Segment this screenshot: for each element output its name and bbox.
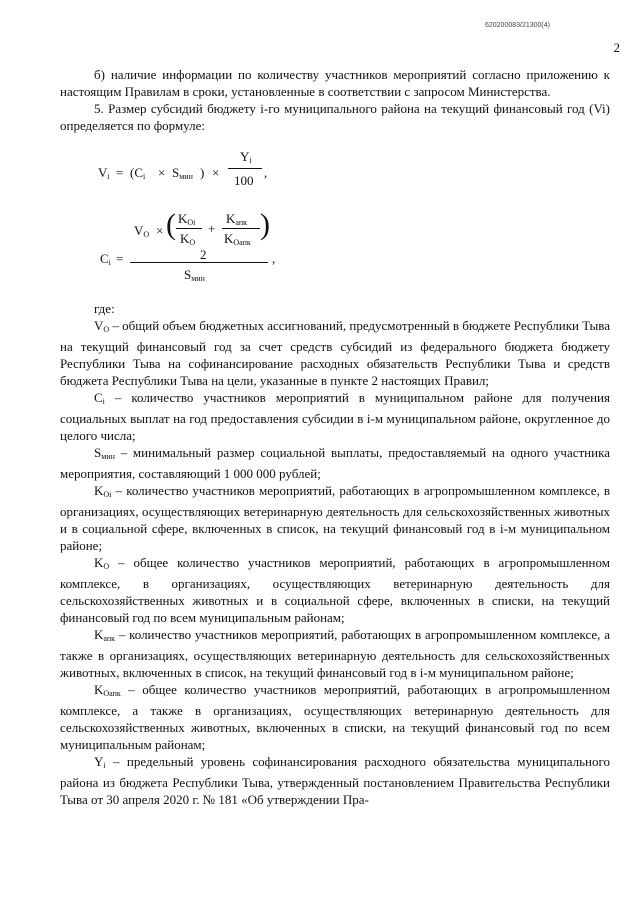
- formula1-c: ($C_i$: [130, 165, 146, 181]
- definition-vo: $V_O$ – общий объем бюджетных ассигнований, предусмотренный в бюджете Республики Тыва на текущий финансовый год за счет средств субсидий из федерального бюджета бюджету Республики Тыва на софинансирование расходных обязательств Республики Тыва и средств бюджета Республики Тыва на цели, указанные в пункте 2 настоящих Правил;: [60, 318, 611, 388]
- formula2-k-o: $K_O$: [180, 231, 196, 247]
- definition-kapk: $K_{апк}$ – количество участников мероприятий, работающих в агропромышленном комплексе, а также в организациях, осуществляющих ветеринарную деятельность для сельскохозяйственных животных, включенных в список, на текущий финансовый год в i-м муниципальном районе;: [60, 627, 610, 680]
- formula1-comma: ,: [264, 165, 268, 180]
- definition-koi: $K_{Oi}$ – количество участников мероприятий, работающих в агропромышленном комплексе, в организациях, осуществляющих ветеринарную деятельность для сельскохозяйственных животных и в социальной сфере, включенных в список, на текущий финансовый год в i-м муниципальном районе;: [60, 483, 610, 553]
- formula2-k-oapk: $K_{Оапк}$: [224, 231, 251, 247]
- definitions-list: [60, 317, 610, 808]
- definition-ci: $C_i$ – количество участников мероприятий в муниципальном районе для получения социальных выплат на год предоставления субсидии в i-м муниципальном районе, округленное до целого числа;: [60, 390, 610, 443]
- formula2-denominator: $S_{мин}$: [184, 267, 205, 283]
- formula-ci: [60, 208, 610, 294]
- page-number: 2: [613, 40, 620, 55]
- formula2-k-oi: $K_{Oi}$: [178, 211, 196, 227]
- formula-vi: [60, 142, 610, 200]
- formula1-close: ): [200, 165, 205, 180]
- formula1-fraction-bar: [228, 168, 262, 169]
- formula2-main-bar: [130, 262, 268, 263]
- formula2-vo: $V_O$: [134, 223, 150, 239]
- formula2-eq: =: [116, 251, 124, 266]
- definition-ko: $K_O$ – общее количество участников мероприятий, работающих в агропромышленном комплексе, в организациях, осуществляющих ветеринарную деятельность для сельскохозяйственных животных и в социальной сфере, включенных в списки, на текущий финансовый год по всем муниципальным районам;: [60, 555, 610, 625]
- definition-koapk: $K_{Оапк}$ – общее количество участников мероприятий, работающих в агропромышленном комплексе, а также в организациях, осуществляющих ветеринарную деятельность для сельскохозяйственных животных, включенных в списки, на текущий финансовый год по всем муниципальным районам;: [60, 682, 610, 752]
- definition-yi: $Y_i$ – предельный уровень софинансирования расходного обязательства муниципального района из бюджета Республики Тыва, утвержденный постановлением Правительства Республики Тыва от 30 апреля 2020 г. № 181 «Об утверждении Пра-: [60, 754, 610, 807]
- formula1-times2: ×: [212, 165, 220, 180]
- formula1-times1: ×: [158, 165, 166, 180]
- formula2-times: ×: [156, 223, 164, 238]
- document-body: [60, 66, 610, 808]
- formula2-inner-bar-2: [222, 228, 260, 229]
- formula2-comma: ,: [272, 251, 276, 266]
- formula1-eq: =: [116, 165, 124, 180]
- formula2-plus: +: [208, 221, 216, 236]
- document-id: 620200083/21300(4): [484, 22, 550, 29]
- formula1-numerator: $Y_i$: [240, 149, 252, 165]
- formula2-inner-bar-1: [176, 228, 202, 229]
- formula2-left-paren: (: [166, 208, 176, 241]
- formula2-k-apk: $K_{апк}$: [226, 211, 248, 227]
- formula2-right-paren: ): [260, 208, 270, 241]
- definition-smin: $S_{мин}$ – минимальный размер социальной выплаты, предоставляемый на одного участника мероприятия, составляющий 1 000 000 рублей;: [60, 445, 610, 481]
- paragraph-b: б) наличие информации по количеству участников мероприятий согласно приложению к настоящим Правилам в сроки, установленные в соответствии с запросом Министерства.: [60, 67, 610, 99]
- where-label: где:: [94, 301, 115, 316]
- formula2-two: 2: [200, 247, 207, 262]
- formula2-lhs: $C_i$: [100, 251, 111, 267]
- formula1-lhs: $V_i$: [98, 165, 110, 181]
- formula1-denominator: 100: [234, 173, 254, 188]
- paragraph-5: 5. Размер субсидий бюджету i-го муниципального района на текущий финансовый год (Vi) определяется по формуле:: [60, 101, 610, 133]
- formula1-s: $S_{мин}$: [172, 165, 193, 181]
